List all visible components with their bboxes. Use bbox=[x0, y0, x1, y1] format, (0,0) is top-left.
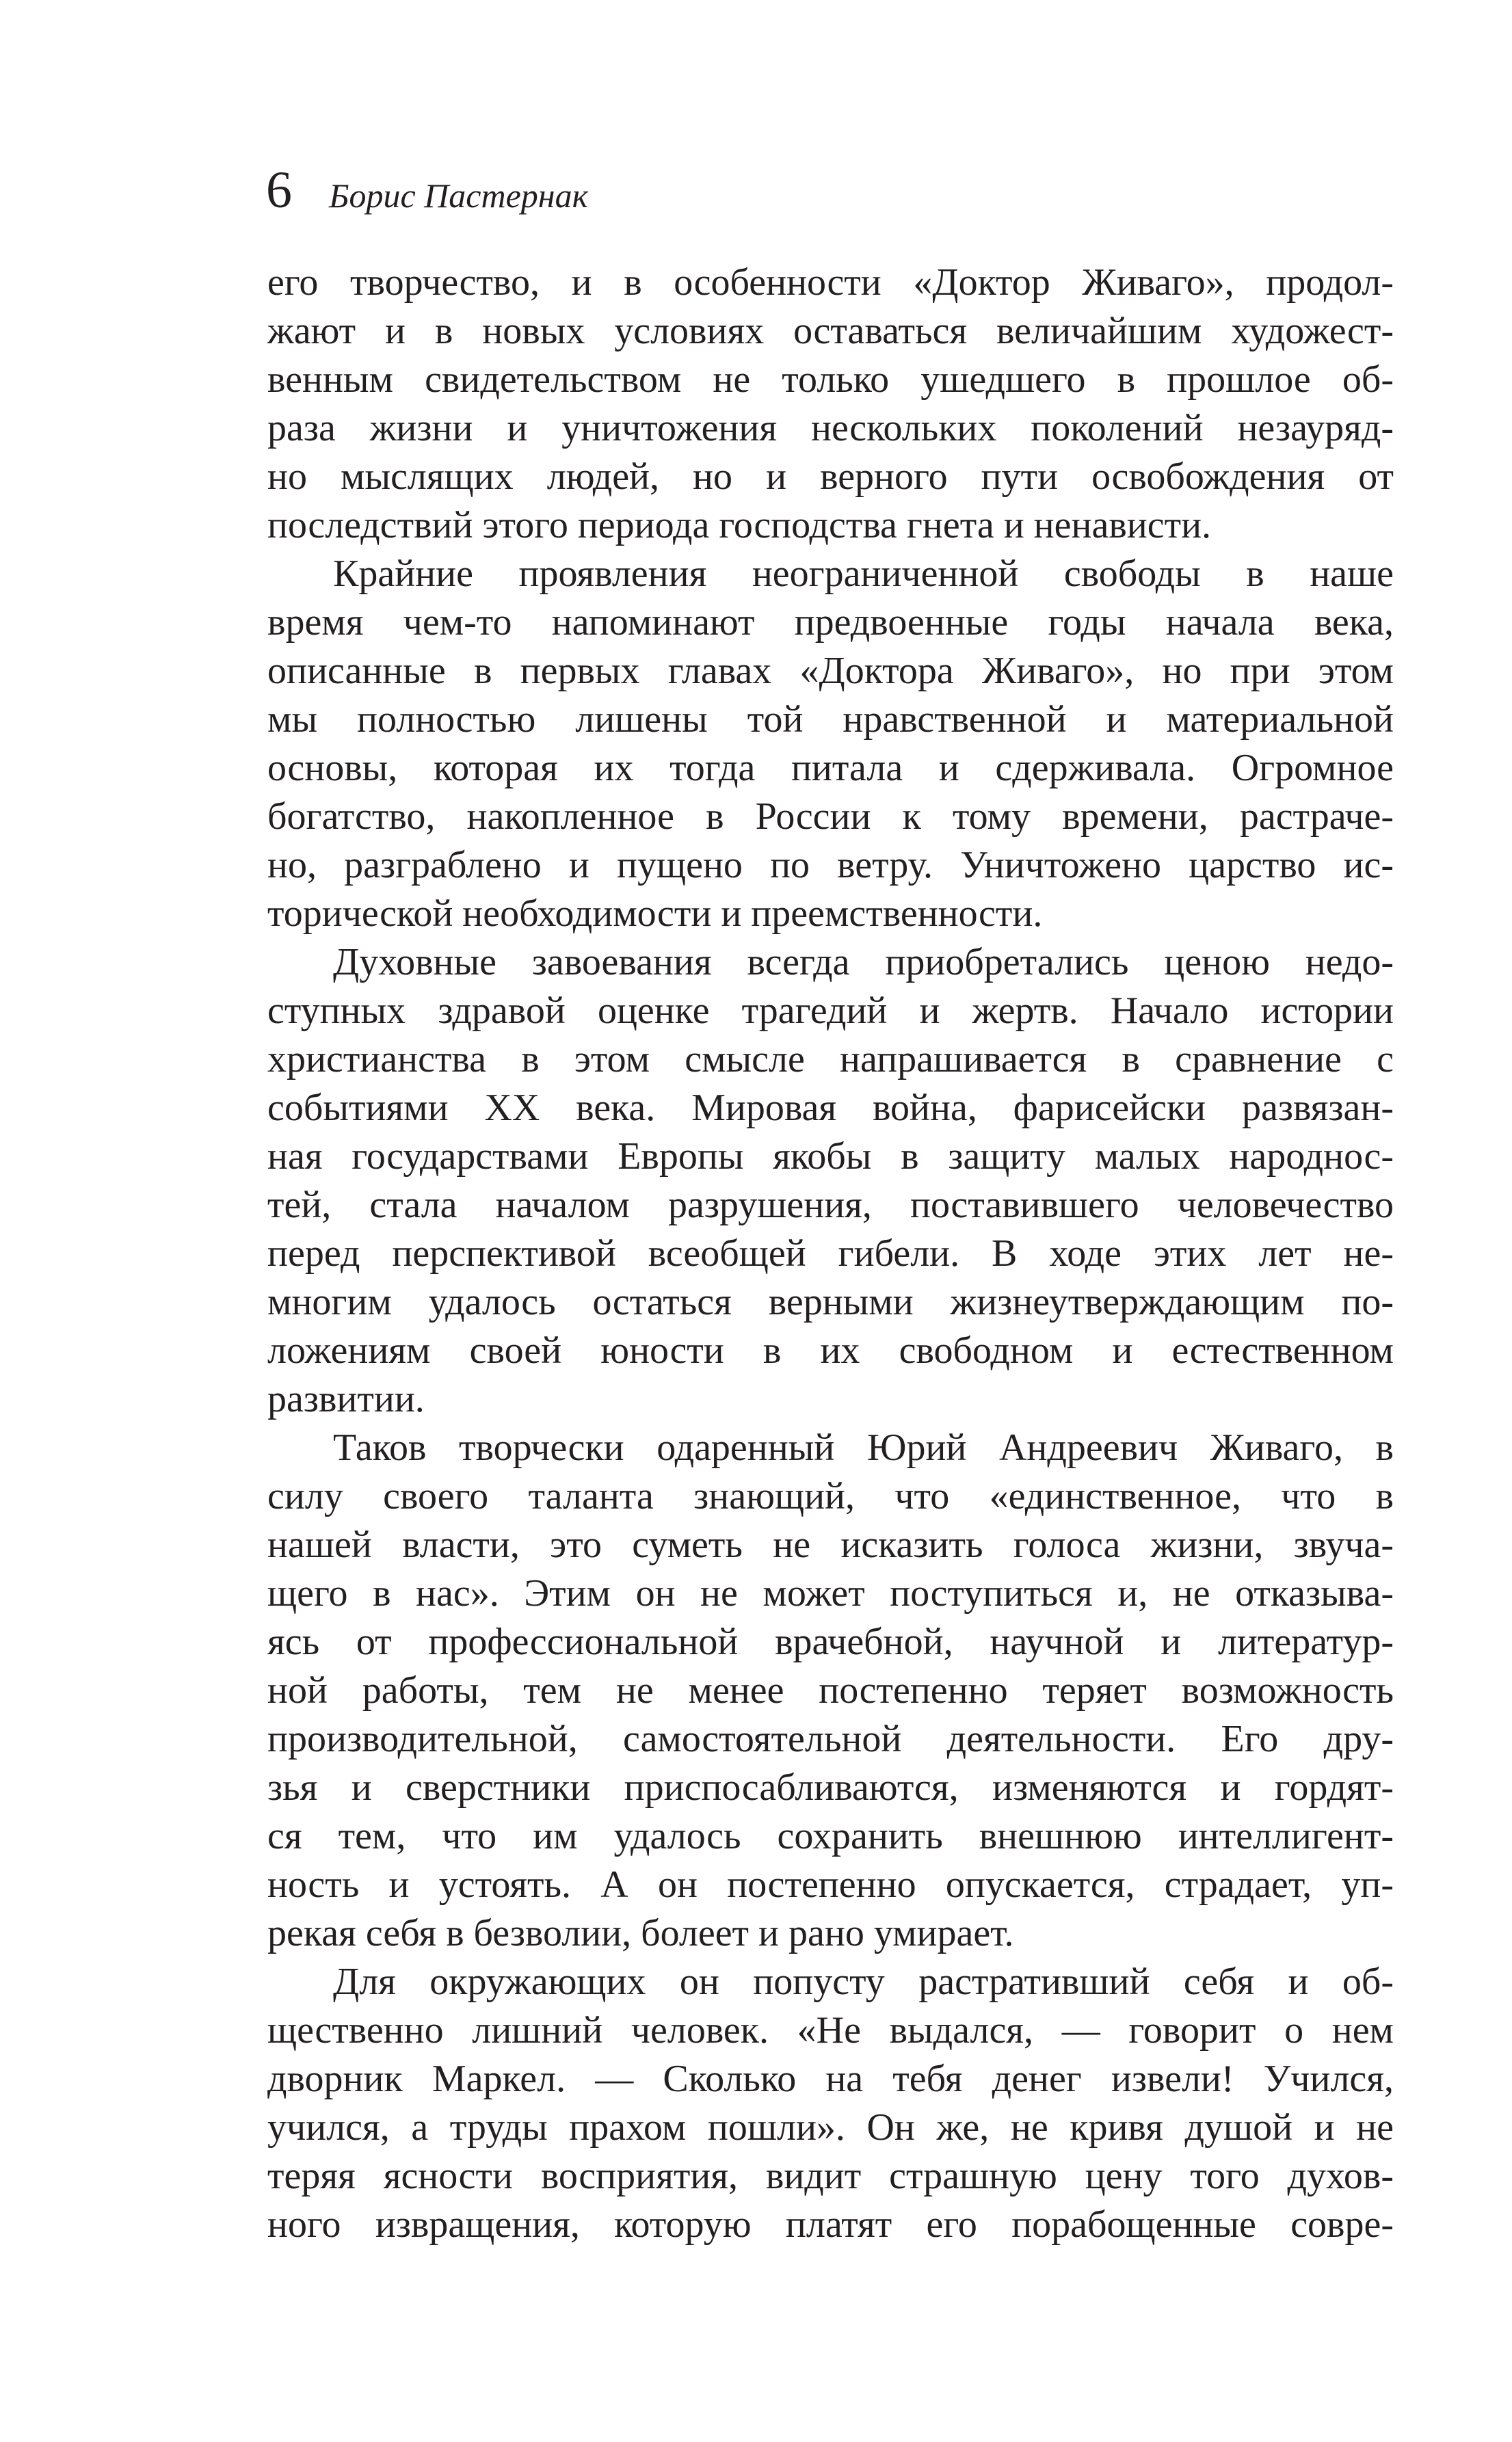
paragraph bbox=[267, 1958, 1394, 2249]
text-line: силу своего таланта знающий, что «единственное, что в bbox=[267, 1475, 1394, 1517]
running-header bbox=[266, 163, 588, 217]
paragraph bbox=[267, 938, 1394, 1424]
text-line: но, разграблено и пущено по ветру. Уничтожено царство ис- bbox=[267, 844, 1394, 886]
paragraph bbox=[267, 1424, 1394, 1958]
text-line: Таков творчески одаренный Юрий Андреевич Живаго, в bbox=[333, 1426, 1394, 1469]
text-line: жают и в новых условиях оставаться величайшим художест- bbox=[267, 310, 1394, 352]
text-line: многим удалось остаться верными жизнеутверждающим по- bbox=[267, 1281, 1394, 1323]
text-line: Крайние проявления неограниченной свободы в наше bbox=[333, 553, 1394, 595]
text-line: учился, а труды прахом пошли». Он же, не кривя душой и не bbox=[267, 2106, 1394, 2149]
text-line: ся тем, что им удалось сохранить внешнюю интеллигент- bbox=[267, 1815, 1394, 1857]
text-line: зья и сверстники приспосабливаются, изменяются и гордят- bbox=[267, 1766, 1394, 1809]
text-line: тей, стала началом разрушения, поставившего человечество bbox=[267, 1184, 1394, 1226]
text-line: последствий этого периода господства гнета и ненависти. bbox=[267, 504, 1212, 546]
text-line: дворник Маркел. — Сколько на тебя денег извели! Учился, bbox=[267, 2058, 1394, 2100]
text-line: нашей власти, это суметь не исказить голоса жизни, звуча- bbox=[267, 1524, 1394, 1566]
author-name: Борис Пастернак bbox=[329, 176, 588, 215]
text-line: ложениям своей юности в их свободном и естественном bbox=[267, 1329, 1394, 1372]
text-line: щественно лишний человек. «Не выдался, — говорит о нем bbox=[267, 2009, 1394, 2052]
text-line: Духовные завоевания всегда приобретались ценою недо- bbox=[333, 941, 1394, 983]
paragraph bbox=[267, 550, 1394, 938]
text-line: описанные в первых главах «Доктора Живаго», но при этом bbox=[267, 650, 1394, 692]
text-line: время чем-то напоминают предвоенные годы начала века, bbox=[267, 601, 1394, 643]
text-line: ность и устоять. А он постепенно опускается, страдает, уп- bbox=[267, 1863, 1394, 1906]
paragraph bbox=[267, 258, 1394, 550]
text-line: перед перспективой всеобщей гибели. В ходе этих лет не- bbox=[267, 1232, 1394, 1275]
text-line: развитии. bbox=[267, 1378, 425, 1420]
text-line: щего в нас». Этим он не может поступиться и, не отказыва- bbox=[267, 1572, 1394, 1615]
text-line: торической необходимости и преемственности. bbox=[267, 892, 1043, 935]
text-line: Для окружающих он попусту растративший себя и об- bbox=[333, 1961, 1394, 2003]
text-line: раза жизни и уничтожения нескольких поколений незауряд- bbox=[267, 407, 1394, 449]
text-line: мы полностью лишены той нравственной и материальной bbox=[267, 698, 1394, 741]
text-line: ного извращения, которую платят его порабощенные совре- bbox=[267, 2203, 1394, 2246]
text-line: рекая себя в безволии, болеет и рано умирает. bbox=[267, 1912, 1014, 1954]
text-line: ясь от профессиональной врачебной, научной и литератур- bbox=[267, 1621, 1394, 1663]
text-line: событиями XX века. Мировая война, фарисейски развязан- bbox=[267, 1087, 1394, 1129]
text-line: богатство, накопленное в России к тому времени, растраче- bbox=[267, 795, 1394, 838]
text-line: ная государствами Европы якобы в защиту малых народнос- bbox=[267, 1135, 1394, 1178]
text-line: но мыслящих людей, но и верного пути освобождения от bbox=[267, 455, 1394, 498]
page-number: 6 bbox=[266, 161, 292, 219]
text-line: венным свидетельством не только ушедшего в прошлое об- bbox=[267, 358, 1394, 401]
text-line: ной работы, тем не менее постепенно теряет возможность bbox=[267, 1669, 1394, 1712]
text-line: ступных здравой оценке трагедий и жертв. Начало истории bbox=[267, 990, 1394, 1032]
body-text bbox=[267, 258, 1394, 2249]
text-line: основы, которая их тогда питала и сдерживала. Огромное bbox=[267, 747, 1394, 789]
text-line: его творчество, и в особенности «Доктор Живаго», продол- bbox=[267, 261, 1394, 304]
text-line: теряя ясности восприятия, видит страшную цену того духов- bbox=[267, 2155, 1394, 2197]
text-line: производительной, самостоятельной деятельности. Его дру- bbox=[267, 1718, 1394, 1760]
text-line: христианства в этом смысле напрашивается в сравнение с bbox=[267, 1038, 1394, 1080]
